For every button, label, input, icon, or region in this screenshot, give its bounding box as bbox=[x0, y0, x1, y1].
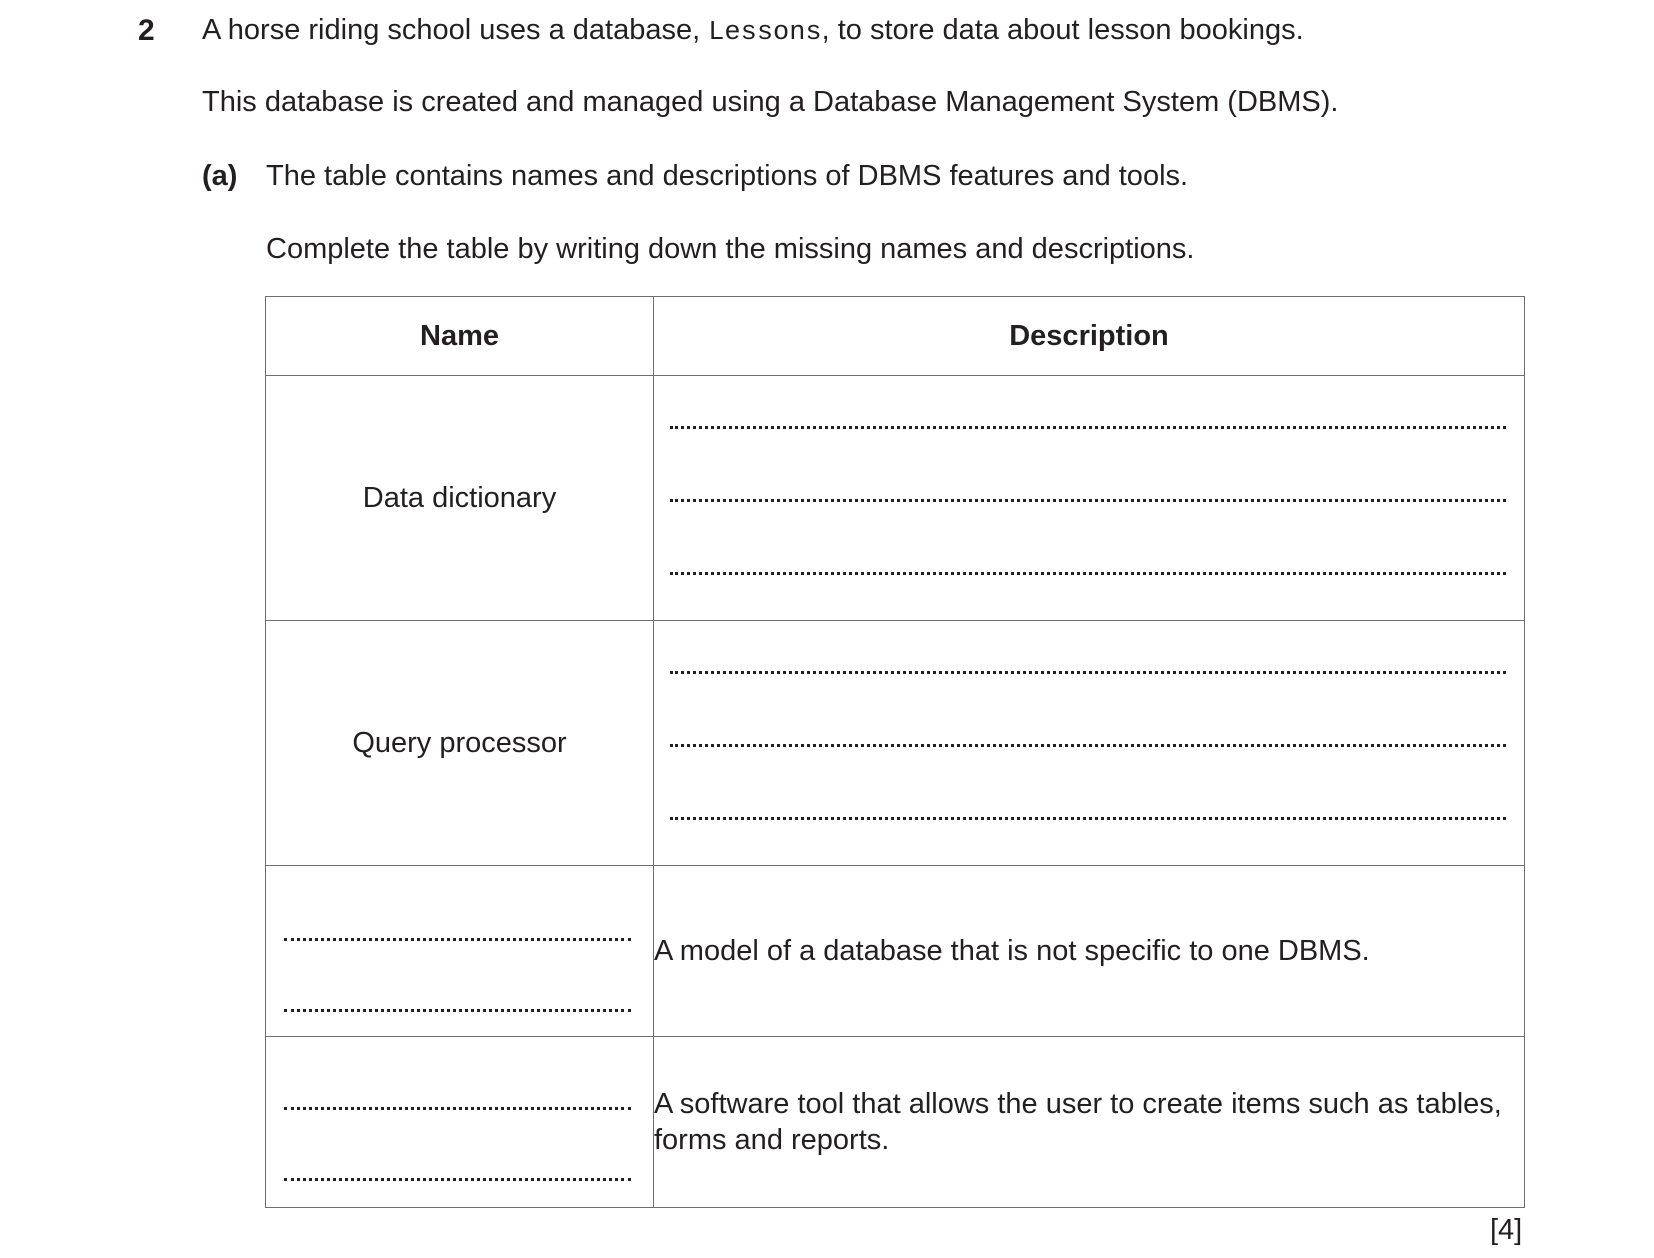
question-sentence: This database is created and managed using a Database Management System (DBMS). bbox=[202, 86, 1339, 118]
answer-line[interactable] bbox=[284, 938, 631, 941]
row-description: A software tool that allows the user to create items such as tables, forms and reports. bbox=[654, 1037, 1525, 1208]
answer-line[interactable] bbox=[284, 1009, 631, 1012]
instruction: Complete the table by writing down the missing names and descriptions. bbox=[266, 233, 1195, 265]
row-description-answer[interactable] bbox=[654, 376, 1525, 621]
marks-indicator: [4] bbox=[1490, 1214, 1523, 1246]
features-table bbox=[265, 296, 1525, 1208]
row-name-answer[interactable] bbox=[266, 866, 654, 1037]
table-row bbox=[266, 621, 1525, 866]
row-name: Data dictionary bbox=[266, 376, 654, 621]
table-row bbox=[266, 376, 1525, 621]
header-description: Description bbox=[654, 297, 1525, 376]
database-name: Lessons bbox=[708, 18, 822, 48]
answer-line[interactable] bbox=[670, 744, 1506, 747]
header-name: Name bbox=[266, 297, 654, 376]
answer-line[interactable] bbox=[670, 671, 1506, 674]
answer-line[interactable] bbox=[670, 499, 1506, 502]
question-number: 2 bbox=[138, 14, 155, 47]
answer-line[interactable] bbox=[670, 572, 1506, 575]
answer-line[interactable] bbox=[284, 1107, 631, 1110]
row-name-answer[interactable] bbox=[266, 1037, 654, 1208]
part-label: (a) bbox=[202, 160, 238, 192]
answer-line[interactable] bbox=[670, 817, 1506, 820]
row-description: A model of a database that is not specific to one DBMS. bbox=[654, 866, 1525, 1037]
intro-after: , to store data about lesson bookings. bbox=[821, 14, 1304, 46]
intro-before: A horse riding school uses a database, bbox=[202, 14, 709, 46]
table-row bbox=[266, 1037, 1525, 1208]
table-row bbox=[266, 866, 1525, 1037]
answer-line[interactable] bbox=[284, 1178, 631, 1181]
part-text: The table contains names and descriptions of DBMS features and tools. bbox=[266, 160, 1189, 192]
question-intro bbox=[202, 14, 1304, 48]
row-description-answer[interactable] bbox=[654, 621, 1525, 866]
answer-line[interactable] bbox=[670, 426, 1506, 429]
row-name: Query processor bbox=[266, 621, 654, 866]
table-header-row bbox=[266, 297, 1525, 376]
